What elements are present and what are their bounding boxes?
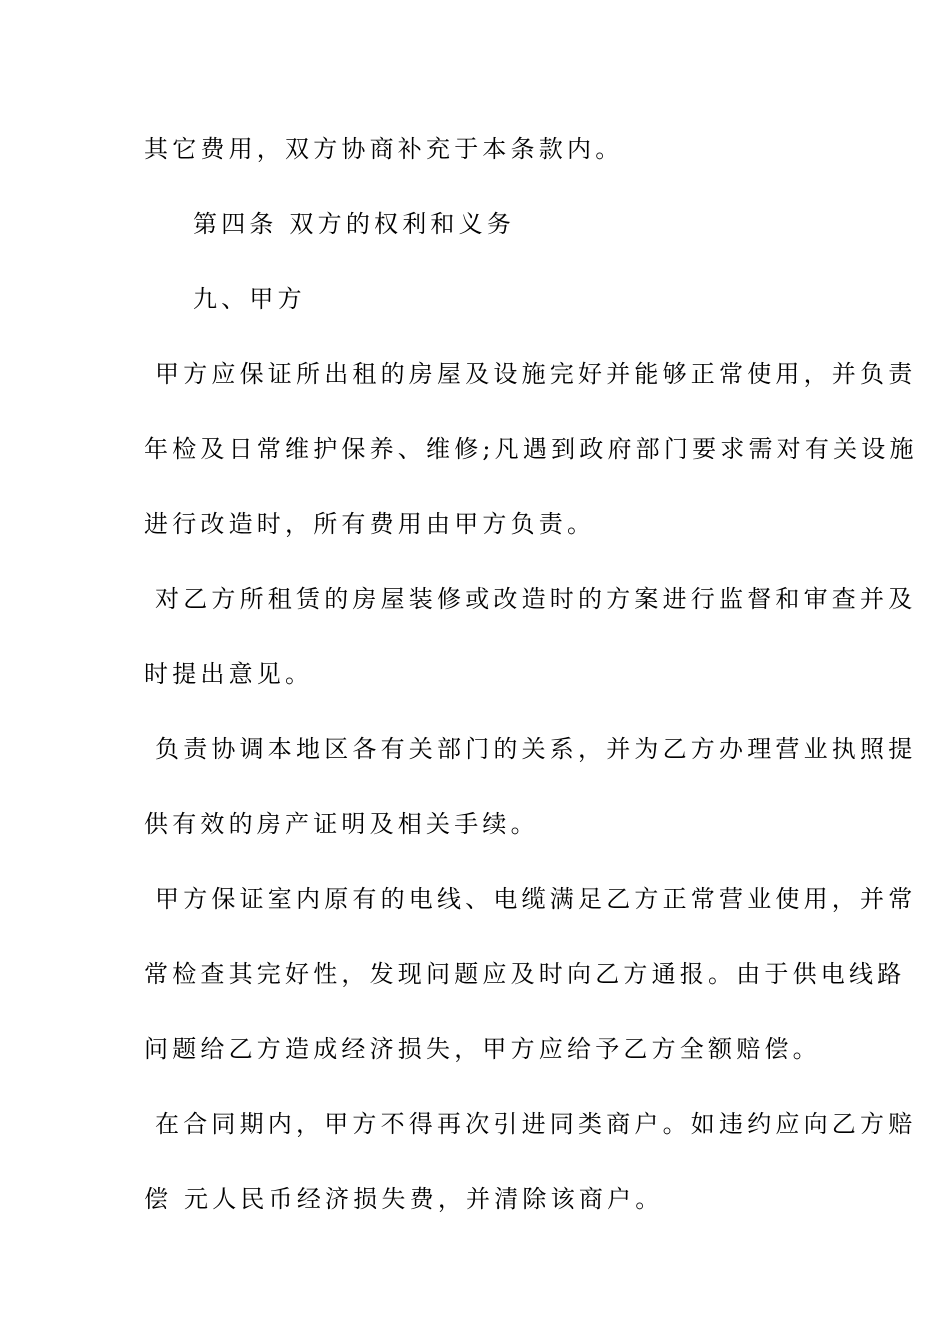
- text-line: 甲方保证室内原有的电线、电缆满足乙方正常营业使用，并常: [155, 885, 917, 913]
- text-line: 供有效的房产证明及相关手续。: [144, 810, 539, 838]
- article-heading: 第四条 双方的权利和义务: [193, 210, 516, 238]
- text-line: 在合同期内，甲方不得再次引进同类商户。如违约应向乙方赔: [155, 1110, 917, 1138]
- text-line: 对乙方所租赁的房屋装修或改造时的方案进行监督和审查并及: [155, 585, 917, 613]
- text-line: 常检查其完好性，发现问题应及时向乙方通报。由于供电线路: [144, 960, 906, 988]
- text-line: 负责协调本地区各有关部门的关系，并为乙方办理营业执照提: [155, 735, 917, 763]
- text-line: 年检及日常维护保养、维修;凡遇到政府部门要求需对有关设施: [144, 435, 918, 463]
- text-line: 偿 元人民币经济损失费，并清除该商户。: [144, 1185, 664, 1213]
- text-line: 进行改造时，所有费用由甲方负责。: [144, 510, 596, 538]
- text-line: 问题给乙方造成经济损失，甲方应给予乙方全额赔偿。: [144, 1035, 821, 1063]
- text-line: 时提出意见。: [144, 660, 314, 688]
- section-heading: 九、甲方: [193, 285, 306, 313]
- text-line: 甲方应保证所出租的房屋及设施完好并能够正常使用，并负责: [155, 360, 917, 388]
- text-line: 其它费用，双方协商补充于本条款内。: [144, 135, 624, 163]
